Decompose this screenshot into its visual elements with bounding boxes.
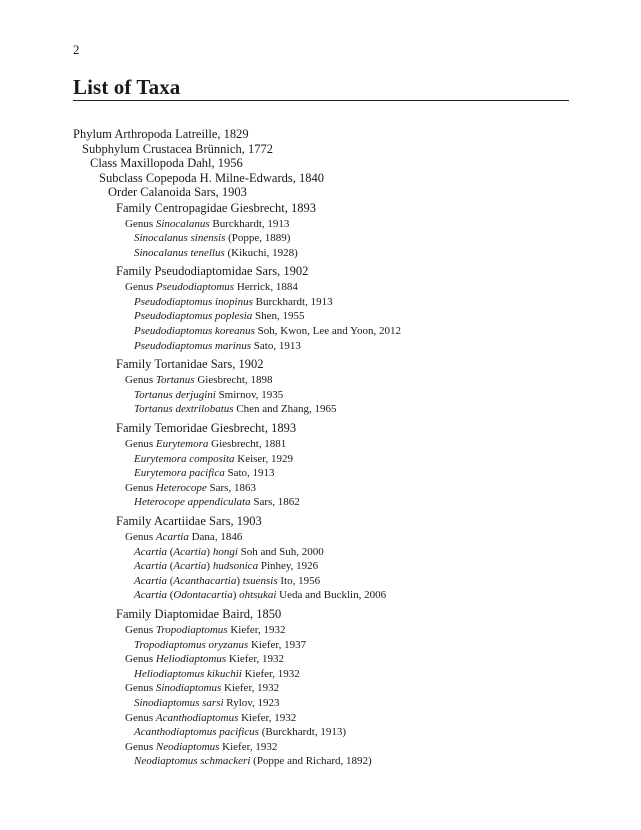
genus-author: Sars, 1863 [206, 481, 256, 494]
genus-prefix: Genus [125, 740, 156, 753]
genus-prefix: Genus [125, 281, 156, 294]
species-line [73, 559, 569, 574]
species-text-part: Ueda and Bucklin, 2006 [276, 589, 387, 602]
species-author: Soh, Kwon, Lee and Yoon, 2012 [254, 325, 401, 338]
species-name: Pseudodiaptomus inopinus [134, 295, 253, 308]
genus-author: Kiefer, 1932 [219, 740, 278, 753]
family-line: Family Temoridae Giesbrecht, 1893 [116, 421, 297, 436]
species-text-part: ( [167, 574, 174, 587]
species-author: (Poppe, 1889) [225, 232, 291, 245]
subclass-line: Subclass Copepoda H. Milne-Edwards, 1840 [99, 170, 324, 185]
species-name: Tortanus derjugini [134, 388, 216, 401]
species-text-part: ( [167, 560, 174, 573]
species-line [73, 309, 569, 324]
genus-name: Heterocope [155, 481, 207, 494]
species-author: Sato, 1913 [251, 339, 301, 352]
species-name-part: Acartia [134, 545, 167, 558]
genus-author: Kiefer, 1932 [226, 653, 285, 666]
species-name: Eurytemora pacifica [134, 467, 225, 480]
species-name-part: Acartia [134, 589, 167, 602]
genus-prefix: Genus [125, 653, 156, 666]
species-name-part: Acanthacartia [173, 574, 237, 587]
page-number: 2 [73, 42, 80, 57]
genus-author: Giesbrecht, 1898 [194, 374, 273, 387]
species-name: Tropodiaptomus oryzanus [134, 638, 249, 651]
species-name: Sinocalanus tenellus [134, 246, 225, 259]
genus-name: Pseudodiaptomus [155, 281, 235, 294]
taxa-list [73, 127, 569, 769]
family-list [73, 200, 569, 769]
genus-line [73, 481, 569, 496]
species-line [73, 339, 569, 354]
family-line: Family Pseudodiaptomidae Sars, 1902 [116, 264, 309, 279]
species-text-part: Soh and Suh, 2000 [237, 545, 324, 558]
species-line [73, 402, 569, 417]
species-line [73, 725, 569, 740]
genus-name: Tortanus [155, 374, 195, 387]
species-author: (Kikuchi, 1928) [224, 246, 298, 259]
species-name: Pseudodiaptomus poplesia [134, 310, 253, 323]
species-name: Heterocope appendiculata [134, 496, 251, 509]
title-rule [73, 100, 569, 101]
species-name: Pseudodiaptomus koreanus [134, 325, 255, 338]
species-author: Rylov, 1923 [223, 696, 280, 709]
species-author: Kiefer, 1937 [248, 638, 307, 651]
family-line: Family Centropagidae Giesbrecht, 1893 [116, 200, 316, 215]
species-text-part: ) [236, 574, 243, 587]
species-line [73, 452, 569, 467]
species-author: (Poppe and Richard, 1892) [250, 755, 372, 768]
genus-author: Herrick, 1884 [234, 281, 298, 294]
species-text-part: ( [167, 545, 174, 558]
page-title: List of Taxa [73, 75, 181, 99]
species-author: Sars, 1862 [250, 496, 300, 509]
species-line [73, 545, 569, 560]
family-line: Family Tortanidae Sars, 1902 [116, 357, 264, 372]
order-line: Order Calanoida Sars, 1903 [108, 185, 247, 199]
genus-prefix: Genus [125, 531, 156, 543]
genus-author: Dana, 1846 [188, 531, 243, 543]
species-name: Pseudodiaptomus marinus [134, 339, 252, 352]
genus-prefix: Genus [125, 217, 156, 230]
species-name: Neodiaptomus schmackeri [134, 755, 251, 768]
species-author: Shen, 1955 [252, 310, 305, 323]
species-text-part: ) [206, 560, 213, 573]
genus-name: Eurytemora [155, 438, 209, 451]
species-author: Kiefer, 1932 [241, 667, 300, 680]
species-line [73, 231, 569, 246]
species-line [73, 754, 569, 769]
species-name-part: Odontacartia [173, 589, 233, 602]
genus-name: Sinocalanus [155, 217, 210, 230]
genus-line [73, 280, 569, 295]
species-line [73, 388, 569, 403]
species-name-part: hongi [212, 545, 238, 558]
genus-name: Acanthodiaptomus [155, 711, 239, 724]
genus-name: Sinodiaptomus [155, 682, 222, 695]
genus-line [73, 652, 569, 667]
species-text-part: ( [167, 589, 174, 602]
species-line [73, 246, 569, 261]
species-line [73, 696, 569, 711]
species-line [73, 324, 569, 339]
species-line [73, 495, 569, 510]
species-text-part: ) [232, 589, 240, 602]
genus-line [73, 711, 569, 726]
species-author: Chen and Zhang, 1965 [233, 403, 337, 416]
species-name: Eurytemora composita [134, 452, 235, 465]
species-name-part: Acartia [134, 574, 167, 587]
species-line [73, 667, 569, 682]
subphylum-line: Subphylum Crustacea Brünnich, 1772 [82, 141, 273, 156]
genus-prefix: Genus [125, 682, 156, 695]
family-line: Family Acartiidae Sars, 1903 [116, 514, 262, 528]
species-author: Keiser, 1929 [234, 452, 294, 465]
genus-prefix: Genus [125, 623, 156, 636]
species-line [73, 295, 569, 310]
species-name: Tortanus dextrilobatus [134, 403, 234, 416]
species-author: Smirnov, 1935 [215, 388, 284, 401]
genus-line [73, 373, 569, 388]
genus-prefix: Genus [125, 481, 156, 494]
genus-name: Acartia [155, 531, 189, 543]
species-name-part: Acartia [173, 545, 207, 558]
species-name: Sinocalanus sinensis [134, 232, 226, 245]
genus-prefix: Genus [125, 374, 156, 387]
genus-line [73, 740, 569, 755]
genus-author: Kiefer, 1932 [221, 682, 280, 695]
species-name-part: Acartia [173, 560, 207, 573]
species-text-part: Ito, 1956 [277, 574, 321, 587]
species-line [73, 588, 569, 603]
genus-name: Tropodiaptomus [155, 623, 228, 636]
genus-name: Neodiaptomus [155, 740, 220, 753]
genus-name: Heliodiaptomus [155, 653, 227, 666]
species-author: Sato, 1913 [224, 467, 275, 480]
species-name: Sinodiaptomus sarsi [134, 696, 224, 709]
genus-line [73, 681, 569, 696]
species-line [73, 574, 569, 589]
species-name-part: tsuensis [242, 574, 278, 587]
genus-prefix: Genus [125, 711, 156, 724]
species-author: Burckhardt, 1913 [252, 295, 333, 308]
species-author: (Burckhardt, 1913) [258, 726, 347, 739]
species-text-part: ) [206, 545, 213, 558]
species-name: Acanthodiaptomus pacificus [134, 726, 259, 739]
genus-author: Giesbrecht, 1881 [208, 438, 287, 451]
genus-line [73, 623, 569, 638]
genus-author: Burckhardt, 1913 [209, 217, 290, 230]
species-name-part: hudsonica [212, 560, 259, 573]
genus-author: Kiefer, 1932 [227, 623, 286, 636]
class-line: Class Maxillopoda Dahl, 1956 [90, 156, 243, 170]
family-line: Family Diaptomidae Baird, 1850 [116, 606, 282, 621]
genus-line [73, 217, 569, 232]
genus-line [73, 437, 569, 452]
genus-prefix: Genus [125, 438, 156, 451]
genus-author: Kiefer, 1932 [238, 711, 297, 724]
species-name-part: ohtsukai [239, 589, 277, 602]
species-name: Heliodiaptomus kikuchii [134, 667, 242, 680]
species-text-part: Pinhey, 1926 [258, 560, 319, 573]
species-name-part: Acartia [134, 560, 167, 573]
species-line [73, 638, 569, 653]
species-line [73, 466, 569, 481]
phylum-line: Phylum Arthropoda Latreille, 1829 [73, 127, 249, 141]
genus-line [73, 530, 569, 545]
